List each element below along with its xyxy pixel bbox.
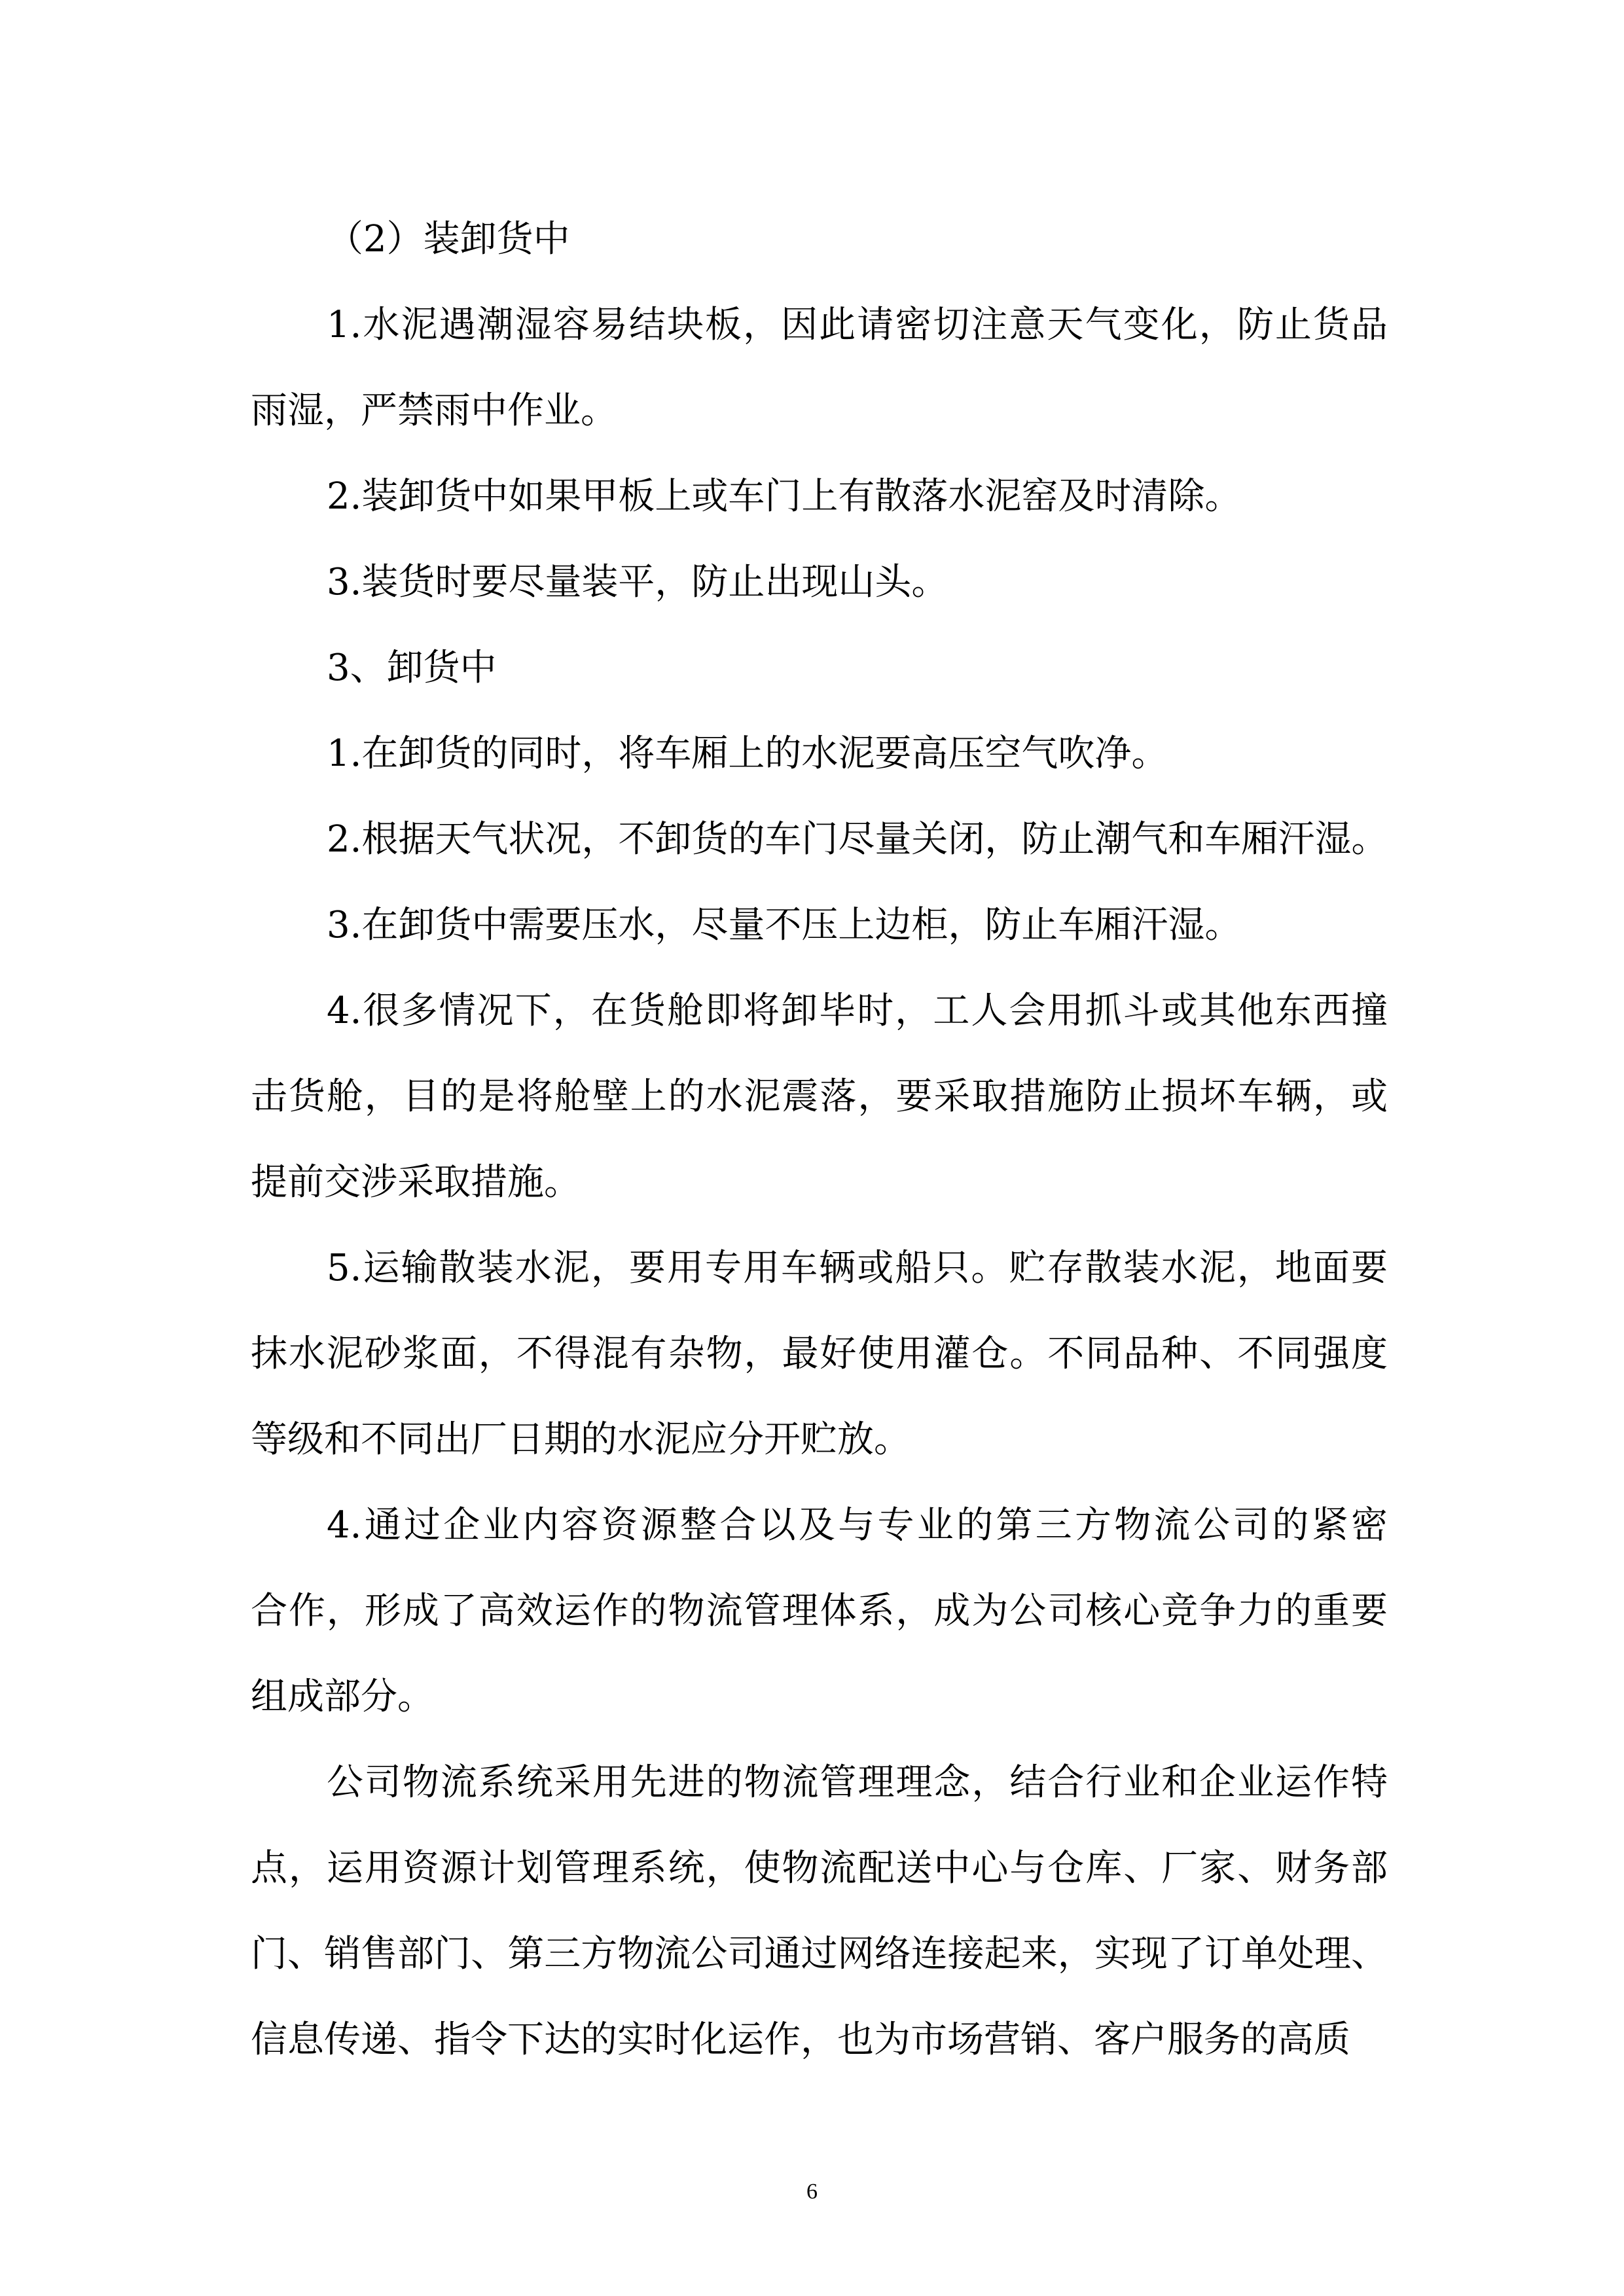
document-body: [251, 196, 1388, 2083]
text-line: 雨湿，严禁雨中作业。: [251, 389, 617, 432]
text-line: 公司物流系统采用先进的物流管理理念，结合行业和企业运作特: [327, 1761, 1388, 1804]
paragraph: [251, 625, 1388, 711]
paragraph: [251, 1482, 1388, 1740]
text-line: 2.根据天气状况，不卸货的车门尽量关闭，防止潮气和车厢汗湿。: [327, 818, 1388, 861]
text-line: 组成部分。: [251, 1676, 434, 1718]
text-line: 点，运用资源计划管理系统，使物流配送中心与仓库、厂家、财务部: [251, 1847, 1388, 1890]
text-line: 4.通过企业内容资源整合以及与专业的第三方物流公司的紧密: [327, 1504, 1388, 1547]
text-line: 4.很多情况下，在货舱即将卸毕时，工人会用抓斗或其他东西撞: [327, 990, 1388, 1032]
text-line: 信息传递、指令下达的实时化运作，也为市场营销、客户服务的高质: [251, 2018, 1350, 2061]
text-line: 抹水泥砂浆面，不得混有杂物，最好使用灌仓。不同品种、不同强度: [251, 1333, 1388, 1375]
text-line: 2.装卸货中如果甲板上或车门上有散落水泥窑及时清除。: [327, 475, 1242, 518]
paragraph: [251, 282, 1388, 454]
text-line: 合作，形成了高效运作的物流管理体系，成为公司核心竞争力的重要: [251, 1590, 1388, 1632]
paragraph: [251, 196, 1388, 282]
page-number: 6: [806, 2179, 818, 2204]
text-line: 3.装货时要尽量装平，防止出现山头。: [327, 561, 948, 603]
text-line: 门、销售部门、第三方物流公司通过网络连接起来，实现了订单处理、: [251, 1933, 1388, 1975]
text-line: 3、卸货中: [327, 647, 497, 689]
paragraph: [251, 797, 1388, 882]
paragraph: [251, 454, 1388, 539]
paragraph: [251, 1225, 1388, 1482]
text-line: 5.运输散装水泥，要用专用车辆或船只。贮存散装水泥，地面要: [327, 1247, 1388, 1289]
paragraph: [251, 968, 1388, 1225]
paragraph: [251, 882, 1388, 968]
text-line: 提前交涉采取措施。: [251, 1161, 581, 1204]
text-line: （2）装卸货中: [327, 218, 570, 260]
text-line: 3.在卸货中需要压水，尽量不压上边柜，防止车厢汗湿。: [327, 904, 1242, 946]
text-line: 击货舱，目的是将舱壁上的水泥震落，要采取措施防止损坏车辆，或: [251, 1075, 1388, 1118]
paragraph: [251, 539, 1388, 625]
text-line: 等级和不同出厂日期的水泥应分开贮放。: [251, 1418, 911, 1461]
text-line: 1.在卸货的同时，将车厢上的水泥要高压空气吹净。: [327, 732, 1168, 775]
text-line: 1.水泥遇潮湿容易结块板，因此请密切注意天气变化，防止货品: [327, 304, 1388, 346]
paragraph: [251, 711, 1388, 797]
paragraph: [251, 1740, 1388, 2083]
